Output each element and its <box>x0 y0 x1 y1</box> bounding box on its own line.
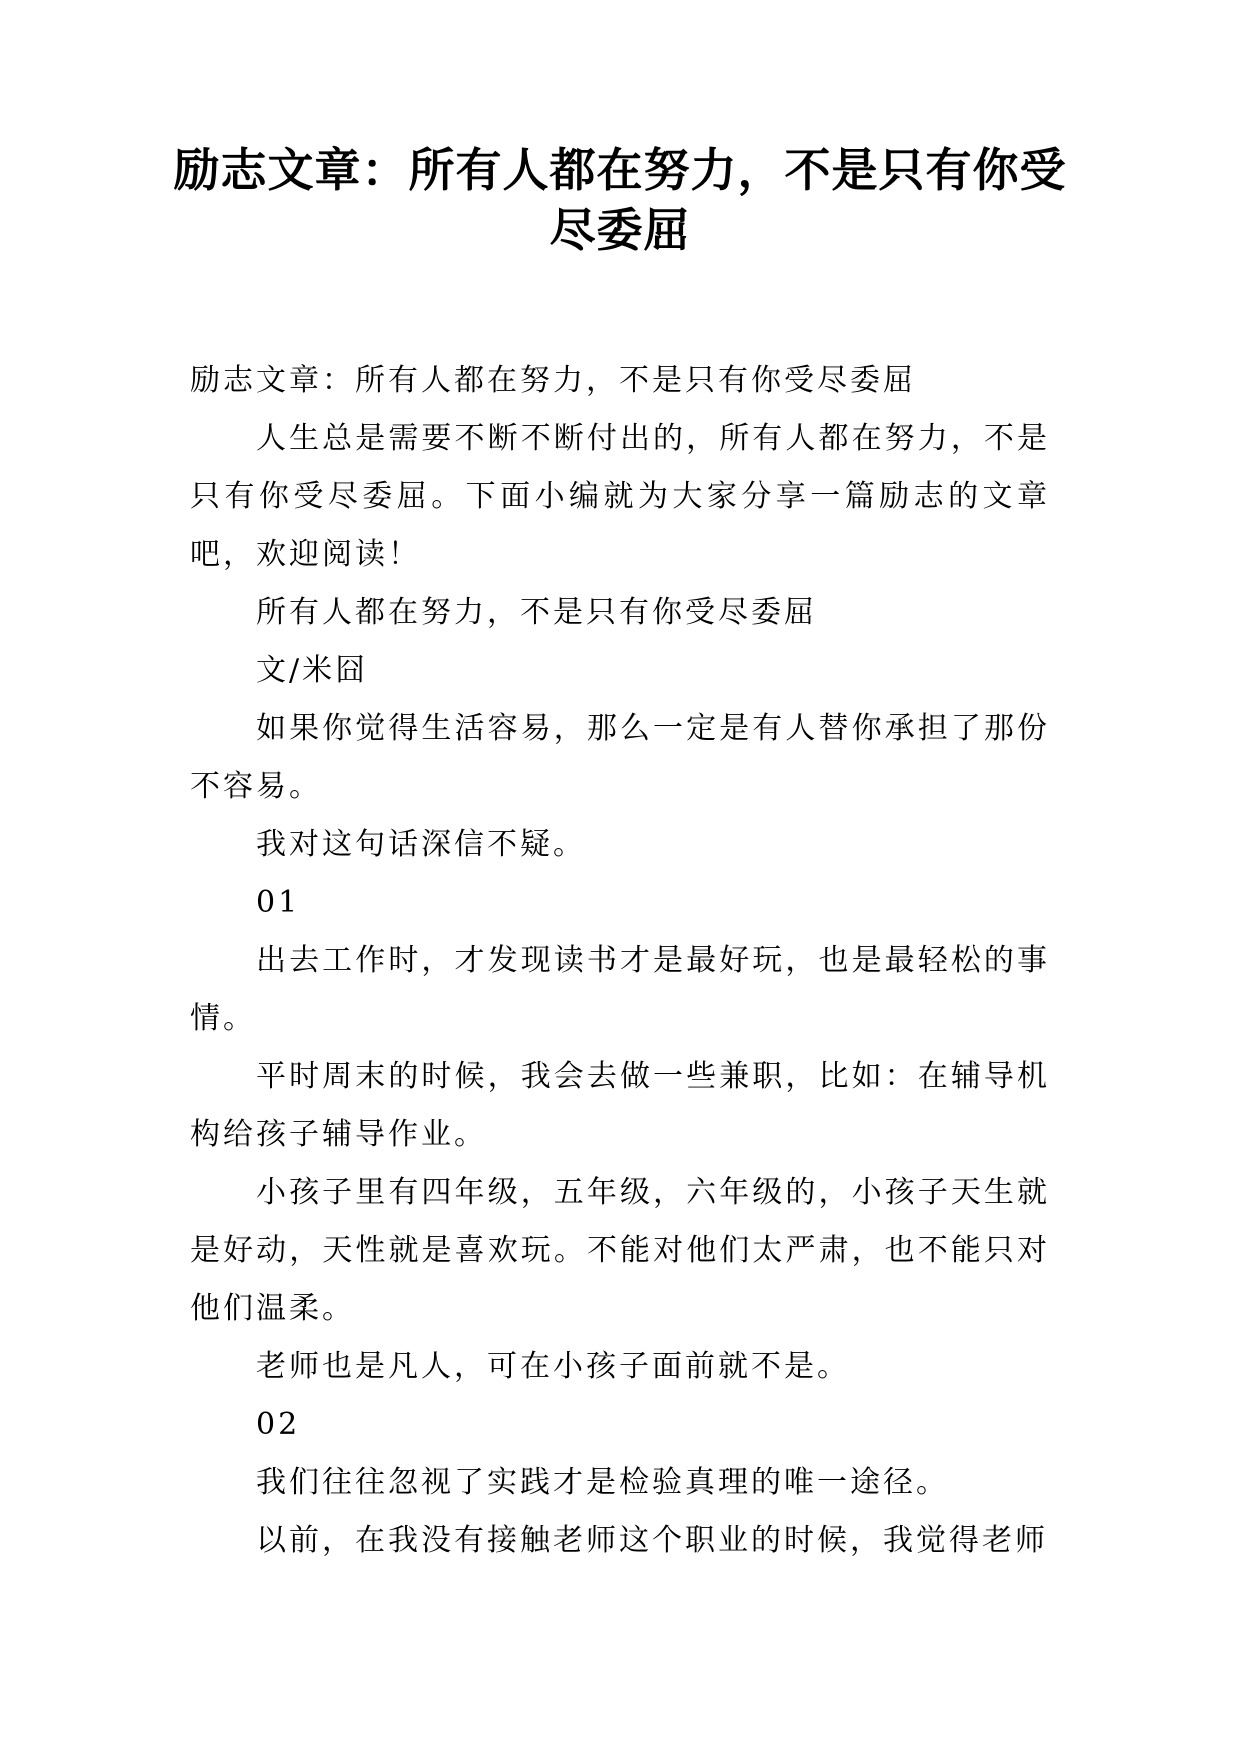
paragraph: 出去工作时，才发现读书才是最好玩，也是最轻松的事情。 <box>190 943 1050 1036</box>
paragraph: 所有人都在努力，不是只有你受尽委屈 <box>256 595 817 630</box>
paragraph: 小孩子里有四年级，五年级，六年级的，小孩子天生就是好动，天性就是喜欢玩。不能对他们太严肃，也不能只对他们温柔。 <box>190 1175 1050 1326</box>
author-line: 文/米囧 <box>256 653 369 688</box>
section-number: 01 <box>256 885 301 920</box>
paragraph: 老师也是凡人，可在小孩子面前就不是。 <box>256 1349 850 1384</box>
document-title: 励志文章：所有人都在努力，不是只有你受尽委屈 <box>173 143 1067 257</box>
paragraph: 励志文章：所有人都在努力，不是只有你受尽委屈 <box>190 363 916 398</box>
paragraph: 以前，在我没有接触老师这个职业的时候，我觉得老师 <box>256 1523 1048 1558</box>
paragraph: 如果你觉得生活容易，那么一定是有人替你承担了那份不容易。 <box>190 711 1050 804</box>
section-number: 02 <box>256 1407 301 1442</box>
paragraph: 我们往往忽视了实践才是检验真理的唯一途径。 <box>256 1465 949 1500</box>
paragraph: 平时周末的时候，我会去做一些兼职，比如：在辅导机构给孩子辅导作业。 <box>190 1059 1050 1152</box>
document-body <box>190 352 1050 1570</box>
paragraph: 人生总是需要不断不断付出的，所有人都在努力，不是只有你受尽委屈。下面小编就为大家分享一篇励志的文章吧，欢迎阅读！ <box>190 421 1050 572</box>
paragraph: 我对这句话深信不疑。 <box>256 827 586 862</box>
